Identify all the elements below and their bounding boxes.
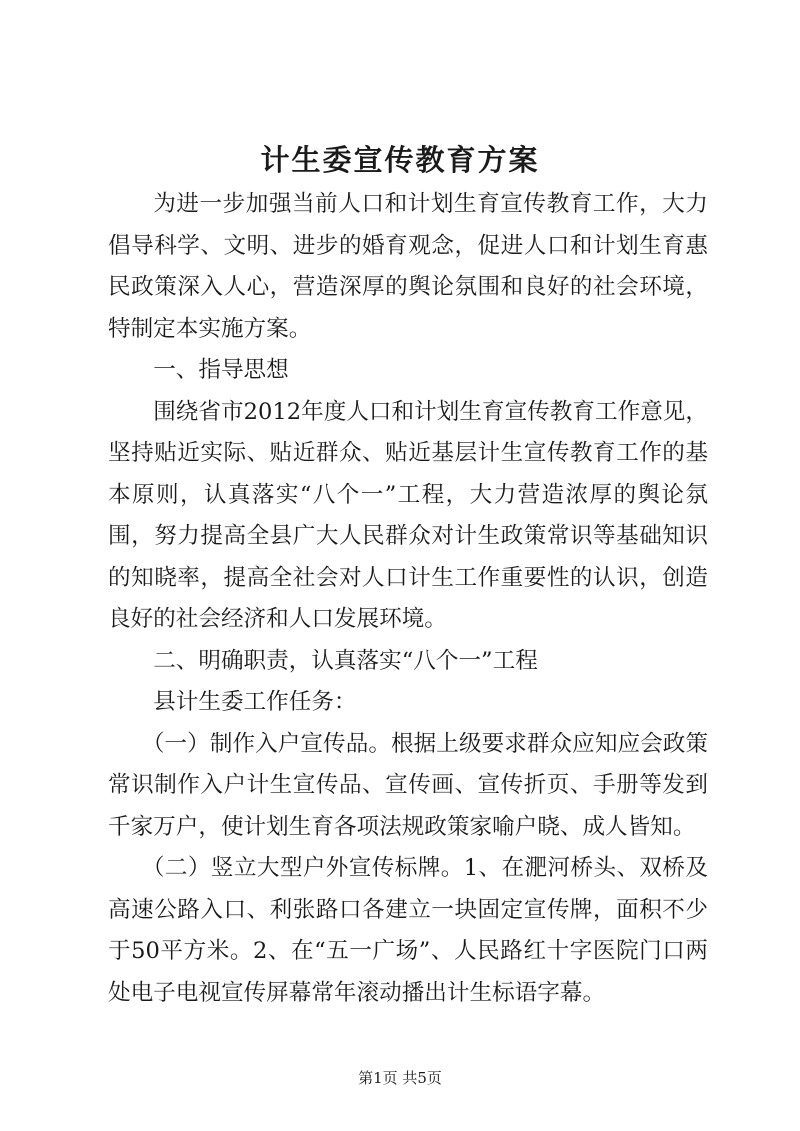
section-heading-responsibilities: 二、明确职责，认真落实“八个一”工程 — [153, 647, 538, 674]
document-body — [108, 184, 708, 1014]
intro-paragraph: 为进一步加强当前人口和计划生育宣传教育工作，大力倡导科学、文明、进步的婚育观念，促进人口和计划生育惠民政策深入人心，营造深厚的舆论氛围和良好的社会环境，特制定本实施方案。 — [108, 191, 708, 342]
task-item-2: （二）竖立大型户外宣传标牌。1、在淝河桥头、双桥及高速公路入口、利张路口各建立一块固定宣传牌，面积不少于50平方米。2、在“五一广场”、人民路红十字医院门口两处电子电视宣传屏幕常年滚动播出计生标语字幕。 — [108, 855, 708, 1006]
document-title: 计生委宣传教育方案 — [260, 143, 540, 177]
task-item-1: （一）制作入户宣传品。根据上级要求群众应知应会政策常识制作入户计生宣传品、宣传画、宣传折页、手册等发到千家万户，使计划生育各项法规政策家喻户晓、成人皆知。 — [108, 730, 708, 840]
guiding-thought-paragraph: 围绕省市2012年度人口和计划生育宣传教育工作意见，坚持贴近实际、贴近群众、贴近基层计生宣传教育工作的基本原则，认真落实“八个一”工程，大力营造浓厚的舆论氛围，努力提高全县广大人民群众对计生政策常识等基础知识的知晓率，提高全社会对人口计生工作重要性的认识，创造良好的社会经济和人口发展环境。 — [108, 398, 708, 632]
section-heading-guiding-thought: 一、指导思想 — [153, 357, 289, 383]
page-number-footer: 第1页 共5页 — [358, 1069, 442, 1087]
tasks-subheading: 县计生委工作任务： — [153, 689, 357, 715]
